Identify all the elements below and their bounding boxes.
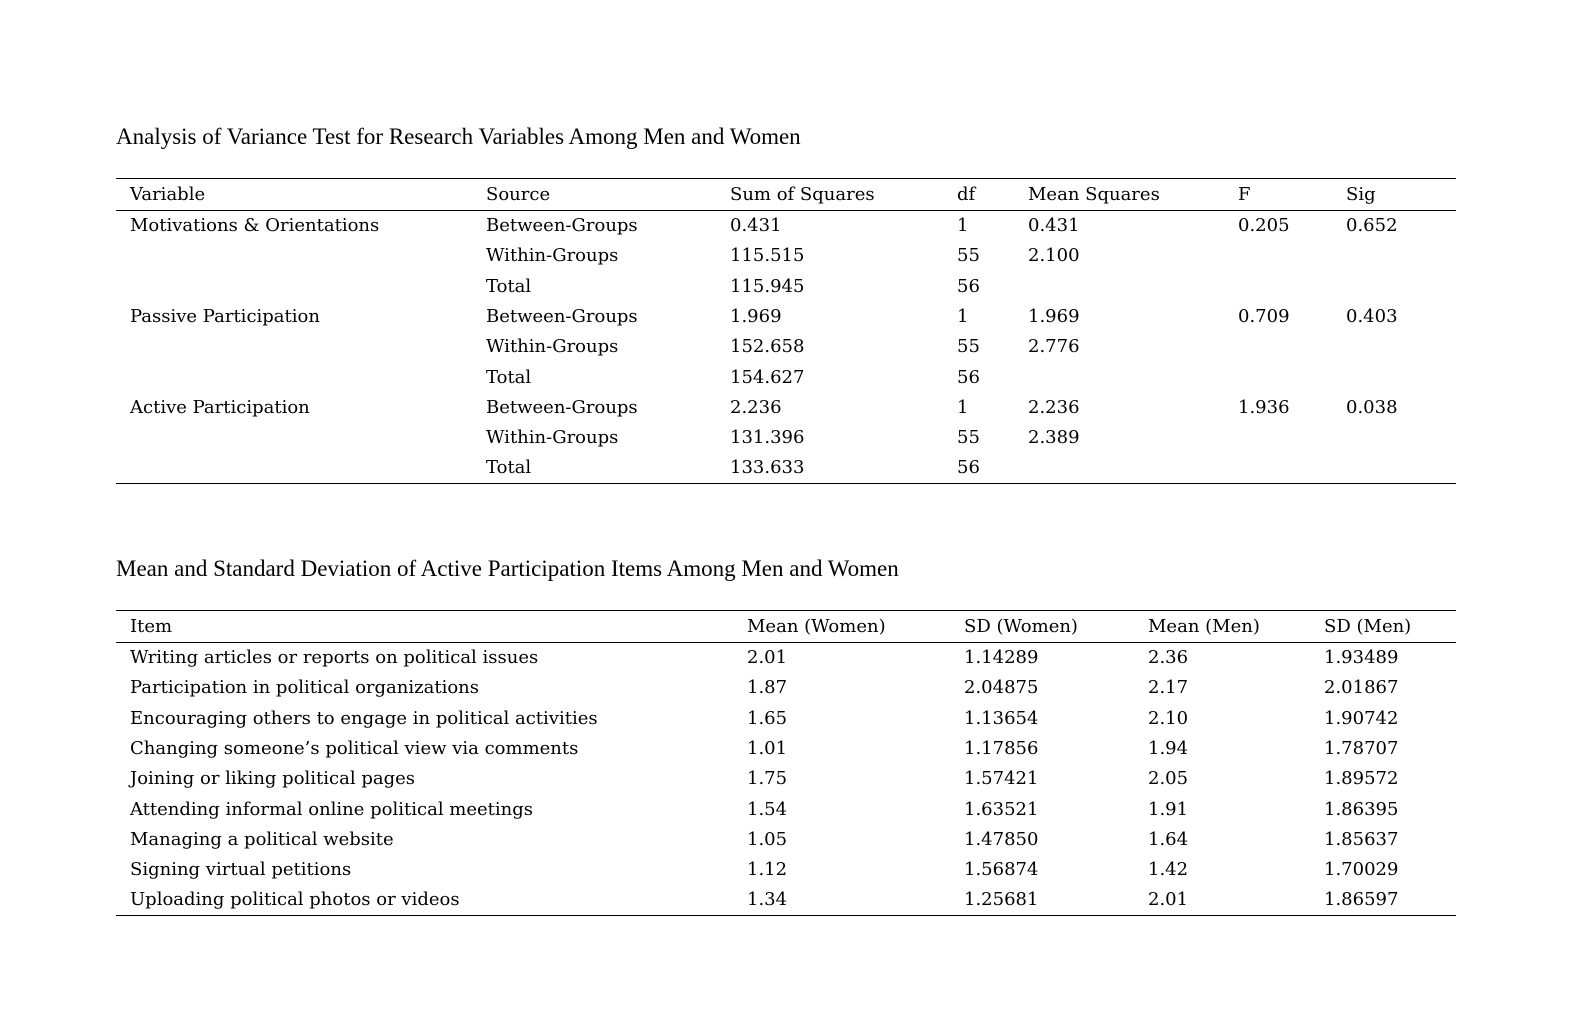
cell-sd-women: 1.63521 bbox=[964, 798, 1039, 820]
cell-ms: 1.969 bbox=[1028, 306, 1080, 328]
cell-sig: 0.403 bbox=[1346, 306, 1398, 328]
cell-source: Between-Groups bbox=[486, 215, 638, 237]
table-row bbox=[116, 673, 1456, 703]
cell-source: Total bbox=[486, 275, 532, 297]
cell-sig bbox=[1346, 241, 1456, 271]
col-header-source: Source bbox=[486, 179, 730, 211]
cell-source: Within-Groups bbox=[486, 336, 619, 358]
col-header-sd-women: SD (Women) bbox=[964, 611, 1148, 643]
cell-item: Changing someone’s political view via comments bbox=[130, 738, 579, 760]
cell-source: Within-Groups bbox=[486, 427, 619, 449]
cell-variable: Motivations & Orientations bbox=[130, 215, 380, 237]
cell-sd-women: 1.57421 bbox=[964, 768, 1039, 790]
col-header-sum-of-squares: Sum of Squares bbox=[730, 179, 957, 211]
cell-item: Encouraging others to engage in political activities bbox=[130, 707, 598, 729]
cell-mean-men: 2.10 bbox=[1148, 707, 1189, 729]
items-header-row bbox=[116, 611, 1456, 643]
cell-df: 1 bbox=[957, 396, 969, 418]
items-table-caption: Mean and Standard Deviation of Active Participation Items Among Men and Women bbox=[116, 556, 899, 581]
cell-variable bbox=[116, 453, 486, 483]
cell-sd-men: 1.86597 bbox=[1324, 885, 1456, 915]
cell-sig: 0.652 bbox=[1346, 215, 1398, 237]
col-header-f: F bbox=[1238, 179, 1346, 211]
table-row bbox=[116, 733, 1456, 763]
cell-variable bbox=[116, 362, 486, 392]
table-row bbox=[116, 362, 1456, 392]
cell-variable: Passive Participation bbox=[130, 306, 320, 328]
cell-f bbox=[1238, 362, 1346, 392]
col-header-item: Item bbox=[116, 611, 747, 643]
cell-mean-men: 2.17 bbox=[1148, 677, 1189, 699]
cell-mean-men: 1.94 bbox=[1148, 738, 1189, 760]
cell-f bbox=[1238, 453, 1346, 483]
cell-mean-women: 1.05 bbox=[747, 828, 788, 850]
cell-mean-women: 1.34 bbox=[747, 885, 964, 915]
cell-item: Signing virtual petitions bbox=[130, 859, 352, 881]
cell-mean-women: 1.01 bbox=[747, 738, 788, 760]
col-header-variable: Variable bbox=[116, 179, 486, 211]
cell-sd-men: 1.90742 bbox=[1324, 707, 1399, 729]
items-table bbox=[116, 610, 1456, 916]
cell-ss: 115.945 bbox=[730, 275, 805, 297]
cell-sig bbox=[1346, 453, 1456, 483]
table-row bbox=[116, 855, 1456, 885]
cell-sd-women: 1.47850 bbox=[964, 828, 1039, 850]
cell-mean-women: 1.12 bbox=[747, 859, 788, 881]
cell-sig: 0.038 bbox=[1346, 396, 1398, 418]
col-header-df: df bbox=[957, 179, 1028, 211]
cell-sig bbox=[1346, 423, 1456, 453]
cell-ms bbox=[1028, 271, 1238, 301]
cell-f: 0.205 bbox=[1238, 215, 1290, 237]
col-header-mean-squares: Mean Squares bbox=[1028, 179, 1238, 211]
cell-sd-men: 1.89572 bbox=[1324, 768, 1399, 790]
anova-table bbox=[116, 178, 1456, 484]
cell-f bbox=[1238, 241, 1346, 271]
cell-item: Writing articles or reports on political issues bbox=[130, 647, 539, 669]
cell-mean-men: 1.42 bbox=[1148, 859, 1189, 881]
cell-sd-women: 1.13654 bbox=[964, 707, 1039, 729]
cell-mean-women: 2.01 bbox=[747, 647, 788, 669]
cell-variable bbox=[116, 332, 486, 362]
cell-ms bbox=[1028, 453, 1238, 483]
cell-df: 1 bbox=[957, 306, 969, 328]
cell-mean-men: 1.91 bbox=[1148, 798, 1189, 820]
cell-f bbox=[1238, 271, 1346, 301]
cell-ss: 133.633 bbox=[730, 453, 957, 483]
cell-sd-women: 1.17856 bbox=[964, 738, 1039, 760]
cell-df: 56 bbox=[957, 366, 980, 388]
table-row bbox=[116, 764, 1456, 794]
cell-ss: 2.236 bbox=[730, 396, 782, 418]
cell-source: Total bbox=[486, 366, 532, 388]
cell-sig bbox=[1346, 332, 1456, 362]
cell-df: 56 bbox=[957, 453, 1028, 483]
cell-ss: 115.515 bbox=[730, 245, 805, 267]
table-row bbox=[116, 643, 1456, 673]
cell-df: 55 bbox=[957, 336, 980, 358]
cell-item: Attending informal online political meetings bbox=[130, 798, 534, 820]
cell-item: Participation in political organizations bbox=[130, 677, 480, 699]
cell-variable bbox=[116, 241, 486, 271]
cell-ss: 154.627 bbox=[730, 366, 805, 388]
cell-mean-men: 1.64 bbox=[1148, 828, 1189, 850]
cell-variable bbox=[116, 423, 486, 453]
cell-df: 56 bbox=[957, 275, 980, 297]
cell-item: Uploading political photos or videos bbox=[116, 885, 747, 915]
cell-variable bbox=[116, 271, 486, 301]
cell-ss: 152.658 bbox=[730, 336, 805, 358]
cell-ms: 0.431 bbox=[1028, 215, 1080, 237]
cell-sig bbox=[1346, 271, 1456, 301]
cell-ms: 2.389 bbox=[1028, 427, 1080, 449]
cell-mean-men: 2.05 bbox=[1148, 768, 1189, 790]
cell-source: Between-Groups bbox=[486, 396, 638, 418]
cell-df: 55 bbox=[957, 427, 980, 449]
table-row bbox=[116, 824, 1456, 854]
table-row bbox=[116, 241, 1456, 271]
col-header-mean-men: Mean (Men) bbox=[1148, 611, 1324, 643]
cell-ms: 2.100 bbox=[1028, 245, 1080, 267]
cell-mean-men: 2.36 bbox=[1148, 647, 1189, 669]
col-header-sig: Sig bbox=[1346, 179, 1456, 211]
cell-sd-women: 1.25681 bbox=[964, 885, 1148, 915]
cell-f bbox=[1238, 332, 1346, 362]
cell-df: 1 bbox=[957, 215, 969, 237]
table-row bbox=[116, 271, 1456, 301]
cell-mean-women: 1.54 bbox=[747, 798, 788, 820]
table-row bbox=[116, 211, 1456, 241]
cell-ss: 0.431 bbox=[730, 215, 782, 237]
cell-f: 0.709 bbox=[1238, 306, 1290, 328]
cell-sd-women: 1.56874 bbox=[964, 859, 1039, 881]
anova-table-caption: Analysis of Variance Test for Research Variables Among Men and Women bbox=[116, 124, 801, 149]
table-row bbox=[116, 885, 1456, 915]
cell-item: Joining or liking political pages bbox=[130, 768, 415, 790]
table-row bbox=[116, 392, 1456, 422]
cell-sd-men: 1.85637 bbox=[1324, 828, 1399, 850]
cell-ss: 131.396 bbox=[730, 427, 805, 449]
cell-sd-women: 1.14289 bbox=[964, 647, 1039, 669]
cell-sig bbox=[1346, 362, 1456, 392]
cell-sd-men: 2.01867 bbox=[1324, 677, 1399, 699]
table-row bbox=[116, 332, 1456, 362]
cell-sd-men: 1.78707 bbox=[1324, 738, 1399, 760]
cell-ms bbox=[1028, 362, 1238, 392]
cell-df: 55 bbox=[957, 245, 980, 267]
cell-ms: 2.776 bbox=[1028, 336, 1080, 358]
cell-source: Within-Groups bbox=[486, 245, 619, 267]
col-header-sd-men: SD (Men) bbox=[1324, 611, 1456, 643]
cell-item: Managing a political website bbox=[130, 828, 394, 850]
cell-sd-men: 1.70029 bbox=[1324, 859, 1399, 881]
table-row bbox=[116, 703, 1456, 733]
cell-mean-women: 1.65 bbox=[747, 707, 788, 729]
cell-f: 1.936 bbox=[1238, 396, 1290, 418]
cell-mean-women: 1.75 bbox=[747, 768, 788, 790]
table-row bbox=[116, 794, 1456, 824]
anova-header-row bbox=[116, 179, 1456, 211]
cell-source: Between-Groups bbox=[486, 306, 638, 328]
col-header-mean-women: Mean (Women) bbox=[747, 611, 964, 643]
cell-source: Total bbox=[486, 453, 730, 483]
cell-f bbox=[1238, 423, 1346, 453]
table-row bbox=[116, 423, 1456, 453]
cell-mean-men: 2.01 bbox=[1148, 885, 1324, 915]
cell-sd-women: 2.04875 bbox=[964, 677, 1039, 699]
cell-mean-women: 1.87 bbox=[747, 677, 788, 699]
cell-sd-men: 1.86395 bbox=[1324, 798, 1399, 820]
table-row bbox=[116, 301, 1456, 331]
cell-sd-men: 1.93489 bbox=[1324, 647, 1399, 669]
cell-ms: 2.236 bbox=[1028, 396, 1080, 418]
table-row bbox=[116, 453, 1456, 483]
cell-variable: Active Participation bbox=[130, 396, 310, 418]
cell-ss: 1.969 bbox=[730, 306, 782, 328]
